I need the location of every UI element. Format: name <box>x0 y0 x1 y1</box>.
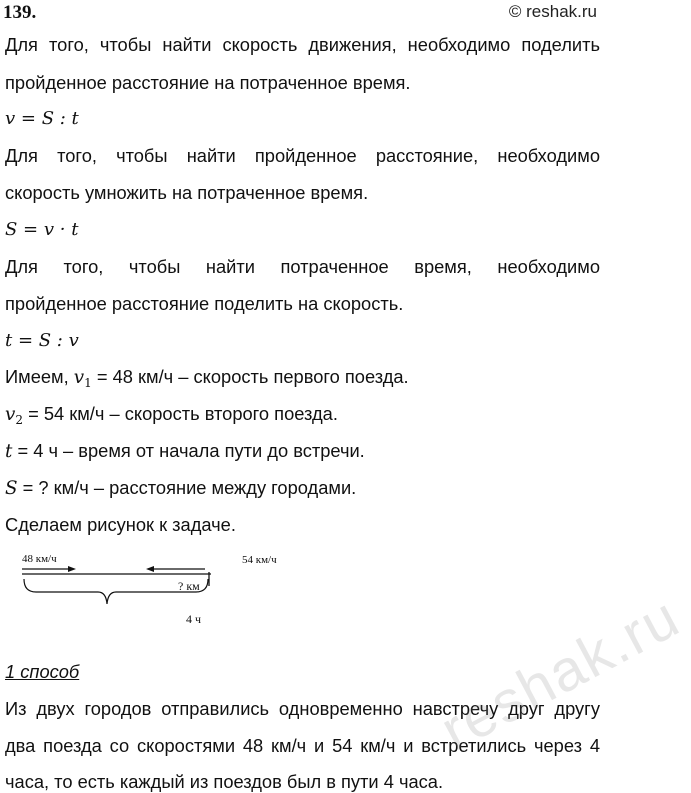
method-heading: 1 способ <box>5 661 80 682</box>
paragraph-4-line-1: Из двух городов отправились одновременно навстречу друг другу <box>5 698 600 719</box>
paragraph-1-line-2: пройденное расстояние на потраченное время. <box>5 72 411 93</box>
given-time <box>5 441 600 462</box>
given-speed-2-var: $v_2$ <box>5 404 23 427</box>
given-speed-2 <box>5 404 600 430</box>
paragraph-4-line-2: два поезда со скоростями 48 км/ч и 54 км/ч и встретились через 4 <box>5 735 600 756</box>
paragraph-4-line-3: часа, то есть каждый из поездов был в пути 4 часа. <box>5 771 444 792</box>
paragraph-3-line-2: пройденное расстояние поделить на скорость. <box>5 293 404 314</box>
given-distance-rest: = ? км/ч – расстояние между городами. <box>22 477 357 498</box>
paragraph-3-line-1: Для того, чтобы найти потраченное время, необходимо <box>5 256 600 277</box>
given-distance-var: S <box>5 478 18 499</box>
given-speed-1-rest: = 48 км/ч – скорость первого поезда. <box>96 366 409 387</box>
formula-time: t = S : v <box>5 330 79 351</box>
left-arrow-head <box>68 566 76 572</box>
left-speed-label: 48 км/ч <box>22 553 57 565</box>
given-speed-2-rest: = 54 км/ч – скорость второго поезда. <box>28 403 338 424</box>
given-time-rest: = 4 ч – время от начала пути до встречи. <box>17 440 365 461</box>
formula-speed: v = S : t <box>5 108 79 129</box>
drawing-caption: Сделаем рисунок к задаче. <box>5 514 236 535</box>
given-speed-1-prefix: Имеем, <box>5 366 69 387</box>
right-arrow-head <box>146 566 154 572</box>
paragraph-2-line-2: скорость умножить на потраченное время. <box>5 182 369 203</box>
watermark: reshak.ru <box>430 583 691 764</box>
given-speed-1-var: $v_1$ <box>73 367 92 390</box>
given-speed-1 <box>5 367 600 393</box>
train-diagram <box>0 548 603 638</box>
formula-distance: S = v · t <box>5 219 79 240</box>
problem-number: 139. <box>3 2 37 23</box>
paragraph-2-line-1: Для того, чтобы найти пройденное расстояние, необходимо <box>5 145 600 166</box>
right-speed-label: 54 км/ч <box>242 554 277 566</box>
copyright-label: © reshak.ru <box>508 2 597 21</box>
given-time-var: t <box>5 441 13 462</box>
distance-label: ? км <box>178 579 200 593</box>
diagram-lines <box>0 548 603 638</box>
time-label: 4 ч <box>186 612 202 626</box>
given-distance <box>5 478 600 499</box>
paragraph-1-line-1: Для того, чтобы найти скорость движения, необходимо поделить <box>5 34 600 55</box>
